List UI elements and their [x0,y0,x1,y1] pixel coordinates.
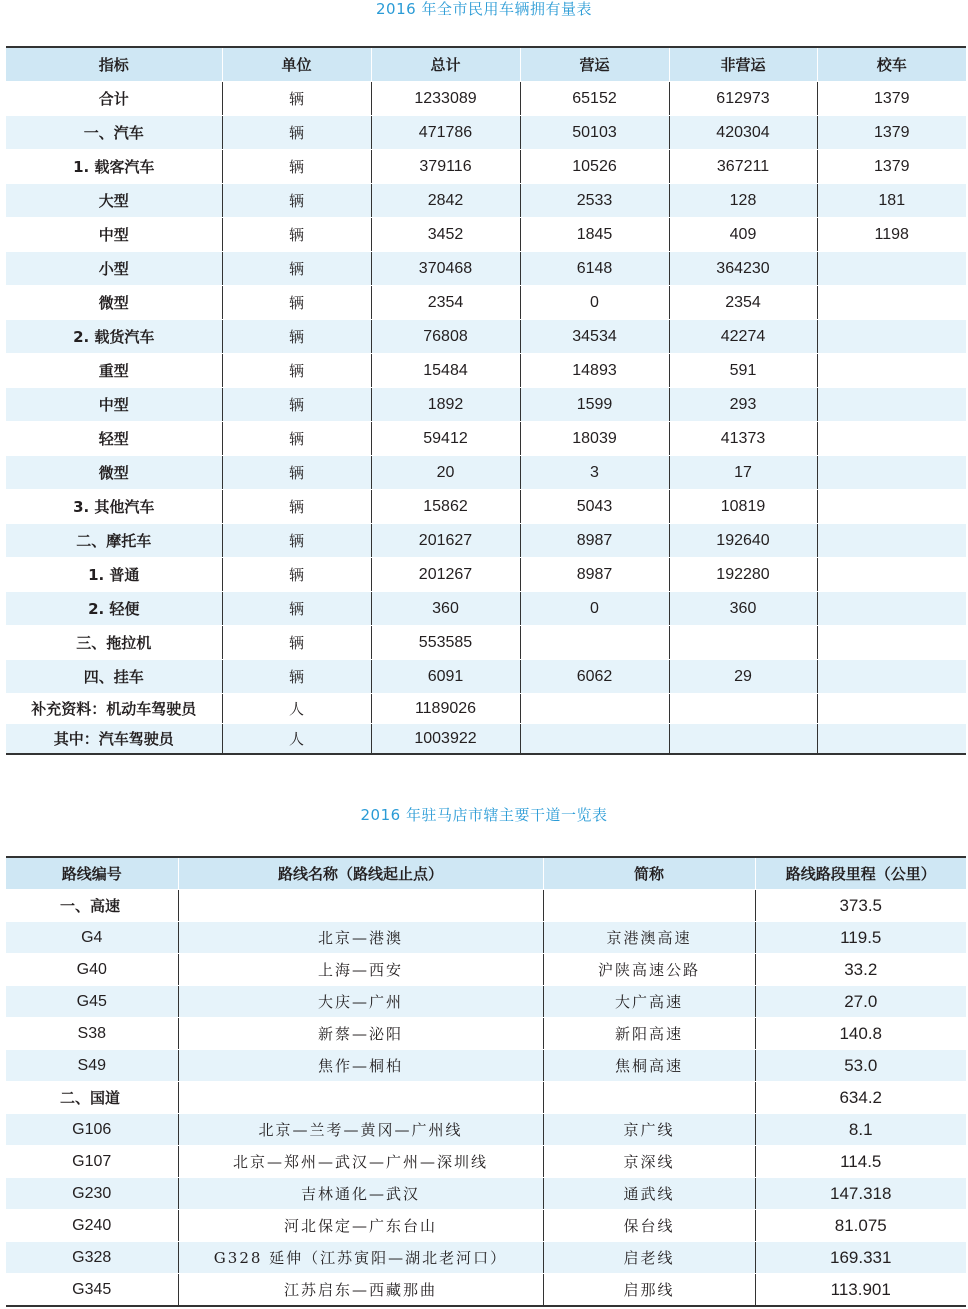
value-cell [817,592,966,626]
highway-table-title: 2016 年驻马店市辖主要干道一览表 [360,806,608,824]
indicator-cell: 轻型 [6,422,222,456]
unit-cell: 辆 [222,184,371,218]
value-cell: 76808 [371,320,520,354]
route-name-cell: 北京—郑州—武汉—广州—深圳线 [178,1146,543,1178]
indicator-cell: 1. 载客汽车 [6,150,222,184]
route-name-cell: 吉林通化—武汉 [178,1178,543,1210]
value-cell: 181 [817,184,966,218]
indicator-cell: 2. 载货汽车 [6,320,222,354]
table-row [6,490,966,524]
unit-cell: 辆 [222,252,371,286]
table-row [6,116,966,150]
value-cell: 409 [669,218,817,252]
unit-cell: 辆 [222,558,371,592]
table-row [6,1050,966,1082]
value-cell: 8987 [520,558,669,592]
value-cell [520,626,669,660]
indicator-cell: 1. 普通 [6,558,222,592]
value-cell [817,524,966,558]
value-cell: 612973 [669,82,817,116]
value-cell: 15484 [371,354,520,388]
route-short-name-cell: 京深线 [543,1146,755,1178]
value-cell: 1198 [817,218,966,252]
value-cell [817,456,966,490]
table-row [6,354,966,388]
column-header: 简称 [543,857,755,890]
table-header-row [6,47,966,82]
table-row [6,456,966,490]
unit-cell: 辆 [222,524,371,558]
unit-cell: 人 [222,694,371,724]
column-header: 路线路段里程（公里） [755,857,966,890]
route-code-cell: G328 [6,1242,178,1274]
value-cell: 293 [669,388,817,422]
value-cell: 5043 [520,490,669,524]
value-cell [520,724,669,755]
route-length-cell: 147.318 [755,1178,966,1210]
route-length-cell: 53.0 [755,1050,966,1082]
value-cell: 15862 [371,490,520,524]
route-name-cell: 焦作—桐柏 [178,1050,543,1082]
route-code-cell: G106 [6,1114,178,1146]
value-cell: 20 [371,456,520,490]
table-row [6,558,966,592]
route-name-cell: G328 延伸（江苏寅阳—湖北老河口） [178,1242,543,1274]
route-short-name-cell: 沪陕高速公路 [543,954,755,986]
value-cell: 1379 [817,150,966,184]
value-cell [520,694,669,724]
column-header: 非营运 [669,47,817,82]
route-code-cell: G230 [6,1178,178,1210]
value-cell: 2354 [669,286,817,320]
value-cell [817,694,966,724]
value-cell: 50103 [520,116,669,150]
route-short-name-cell: 启那线 [543,1274,755,1307]
unit-cell: 辆 [222,150,371,184]
route-length-cell: 81.075 [755,1210,966,1242]
table-row [6,422,966,456]
route-length-cell: 169.331 [755,1242,966,1274]
value-cell: 2842 [371,184,520,218]
value-cell [817,252,966,286]
route-length-cell: 33.2 [755,954,966,986]
table-row [6,1274,966,1307]
table-row [6,724,966,755]
value-cell: 34534 [520,320,669,354]
route-name-cell [178,1082,543,1114]
column-header: 路线编号 [6,857,178,890]
value-cell: 8987 [520,524,669,558]
value-cell: 10819 [669,490,817,524]
value-cell [669,724,817,755]
value-cell: 379116 [371,150,520,184]
value-cell: 1003922 [371,724,520,755]
unit-cell: 辆 [222,388,371,422]
table-row [6,1210,966,1242]
route-code-cell: G240 [6,1210,178,1242]
table-row [6,954,966,986]
vehicle-table-title: 2016 年全市民用车辆拥有量表 [376,0,592,18]
value-cell: 553585 [371,626,520,660]
table-row [6,286,966,320]
table-row [6,320,966,354]
unit-cell: 辆 [222,422,371,456]
table-row [6,388,966,422]
route-name-cell: 江苏启东—西藏那曲 [178,1274,543,1307]
value-cell: 6062 [520,660,669,694]
table-row [6,660,966,694]
column-header: 单位 [222,47,371,82]
value-cell [817,388,966,422]
value-cell [817,724,966,755]
value-cell: 65152 [520,82,669,116]
indicator-cell: 合计 [6,82,222,116]
table-row [6,82,966,116]
table-row [6,1242,966,1274]
table-row [6,592,966,626]
route-length-cell: 27.0 [755,986,966,1018]
value-cell: 591 [669,354,817,388]
route-short-name-cell [543,1082,755,1114]
value-cell: 201267 [371,558,520,592]
value-cell: 1233089 [371,82,520,116]
value-cell: 1379 [817,116,966,150]
value-cell [817,660,966,694]
value-cell: 1379 [817,82,966,116]
table-row [6,1178,966,1210]
value-cell: 364230 [669,252,817,286]
route-short-name-cell: 新阳高速 [543,1018,755,1050]
indicator-cell: 中型 [6,218,222,252]
route-short-name-cell: 大广高速 [543,986,755,1018]
indicator-cell: 小型 [6,252,222,286]
column-header: 总计 [371,47,520,82]
column-header: 指标 [6,47,222,82]
route-length-cell: 114.5 [755,1146,966,1178]
indicator-cell: 3. 其他汽车 [6,490,222,524]
value-cell: 201627 [371,524,520,558]
value-cell: 6148 [520,252,669,286]
route-name-cell: 大庆—广州 [178,986,543,1018]
value-cell: 3 [520,456,669,490]
route-short-name-cell: 保台线 [543,1210,755,1242]
route-name-cell: 新蔡—泌阳 [178,1018,543,1050]
value-cell: 2354 [371,286,520,320]
route-name-cell: 北京—兰考—黄冈—广州线 [178,1114,543,1146]
value-cell: 14893 [520,354,669,388]
route-short-name-cell: 启老线 [543,1242,755,1274]
table-row [6,694,966,724]
unit-cell: 辆 [222,626,371,660]
value-cell [817,626,966,660]
vehicle-ownership-table [6,46,966,755]
table-row [6,252,966,286]
indicator-cell: 大型 [6,184,222,218]
indicator-cell: 四、挂车 [6,660,222,694]
value-cell: 192280 [669,558,817,592]
indicator-cell: 一、汽车 [6,116,222,150]
route-code-cell: 二、国道 [6,1082,178,1114]
route-name-cell: 上海—西安 [178,954,543,986]
value-cell: 59412 [371,422,520,456]
table-row [6,986,966,1018]
highway-table [6,856,966,1307]
unit-cell: 辆 [222,456,371,490]
indicator-cell: 微型 [6,286,222,320]
value-cell: 3452 [371,218,520,252]
table-header-row [6,857,966,890]
route-name-cell [178,890,543,922]
value-cell: 367211 [669,150,817,184]
value-cell: 18039 [520,422,669,456]
value-cell: 42274 [669,320,817,354]
value-cell: 17 [669,456,817,490]
value-cell: 1599 [520,388,669,422]
value-cell: 2533 [520,184,669,218]
value-cell: 1845 [520,218,669,252]
value-cell [669,626,817,660]
route-length-cell: 634.2 [755,1082,966,1114]
unit-cell: 辆 [222,354,371,388]
value-cell: 420304 [669,116,817,150]
table-row [6,890,966,922]
table-row [6,1146,966,1178]
unit-cell: 辆 [222,218,371,252]
value-cell [817,320,966,354]
value-cell: 10526 [520,150,669,184]
route-length-cell: 373.5 [755,890,966,922]
route-length-cell: 140.8 [755,1018,966,1050]
value-cell [817,558,966,592]
value-cell: 360 [669,592,817,626]
value-cell: 128 [669,184,817,218]
value-cell [817,490,966,524]
table-row [6,150,966,184]
indicator-cell: 补充资料：机动车驾驶员 [6,694,222,724]
route-short-name-cell [543,890,755,922]
value-cell [817,422,966,456]
indicator-cell: 微型 [6,456,222,490]
value-cell [817,286,966,320]
indicator-cell: 中型 [6,388,222,422]
unit-cell: 辆 [222,82,371,116]
table-row [6,218,966,252]
column-header: 路线名称（路线起止点） [178,857,543,890]
value-cell: 6091 [371,660,520,694]
route-code-cell: S38 [6,1018,178,1050]
table-row [6,1082,966,1114]
route-code-cell: 一、高速 [6,890,178,922]
unit-cell: 人 [222,724,371,755]
value-cell: 29 [669,660,817,694]
value-cell: 471786 [371,116,520,150]
indicator-cell: 重型 [6,354,222,388]
route-short-name-cell: 焦桐高速 [543,1050,755,1082]
indicator-cell: 三、拖拉机 [6,626,222,660]
value-cell: 360 [371,592,520,626]
route-code-cell: G45 [6,986,178,1018]
table-row [6,1018,966,1050]
value-cell: 41373 [669,422,817,456]
value-cell: 0 [520,592,669,626]
unit-cell: 辆 [222,320,371,354]
value-cell: 1189026 [371,694,520,724]
route-length-cell: 119.5 [755,922,966,954]
route-short-name-cell: 通武线 [543,1178,755,1210]
table-row [6,626,966,660]
unit-cell: 辆 [222,286,371,320]
route-code-cell: G345 [6,1274,178,1307]
route-code-cell: G4 [6,922,178,954]
route-short-name-cell: 京广线 [543,1114,755,1146]
route-short-name-cell: 京港澳高速 [543,922,755,954]
route-length-cell: 8.1 [755,1114,966,1146]
route-name-cell: 北京—港澳 [178,922,543,954]
route-code-cell: G40 [6,954,178,986]
route-code-cell: S49 [6,1050,178,1082]
route-name-cell: 河北保定—广东台山 [178,1210,543,1242]
value-cell: 0 [520,286,669,320]
value-cell [817,354,966,388]
value-cell: 370468 [371,252,520,286]
indicator-cell: 二、摩托车 [6,524,222,558]
unit-cell: 辆 [222,660,371,694]
route-code-cell: G107 [6,1146,178,1178]
value-cell: 1892 [371,388,520,422]
table-row [6,1114,966,1146]
unit-cell: 辆 [222,490,371,524]
value-cell: 192640 [669,524,817,558]
route-length-cell: 113.901 [755,1274,966,1307]
table-row [6,184,966,218]
column-header: 校车 [817,47,966,82]
table-row [6,922,966,954]
table-row [6,524,966,558]
value-cell [669,694,817,724]
column-header: 营运 [520,47,669,82]
unit-cell: 辆 [222,592,371,626]
unit-cell: 辆 [222,116,371,150]
indicator-cell: 2. 轻便 [6,592,222,626]
indicator-cell: 其中：汽车驾驶员 [6,724,222,755]
